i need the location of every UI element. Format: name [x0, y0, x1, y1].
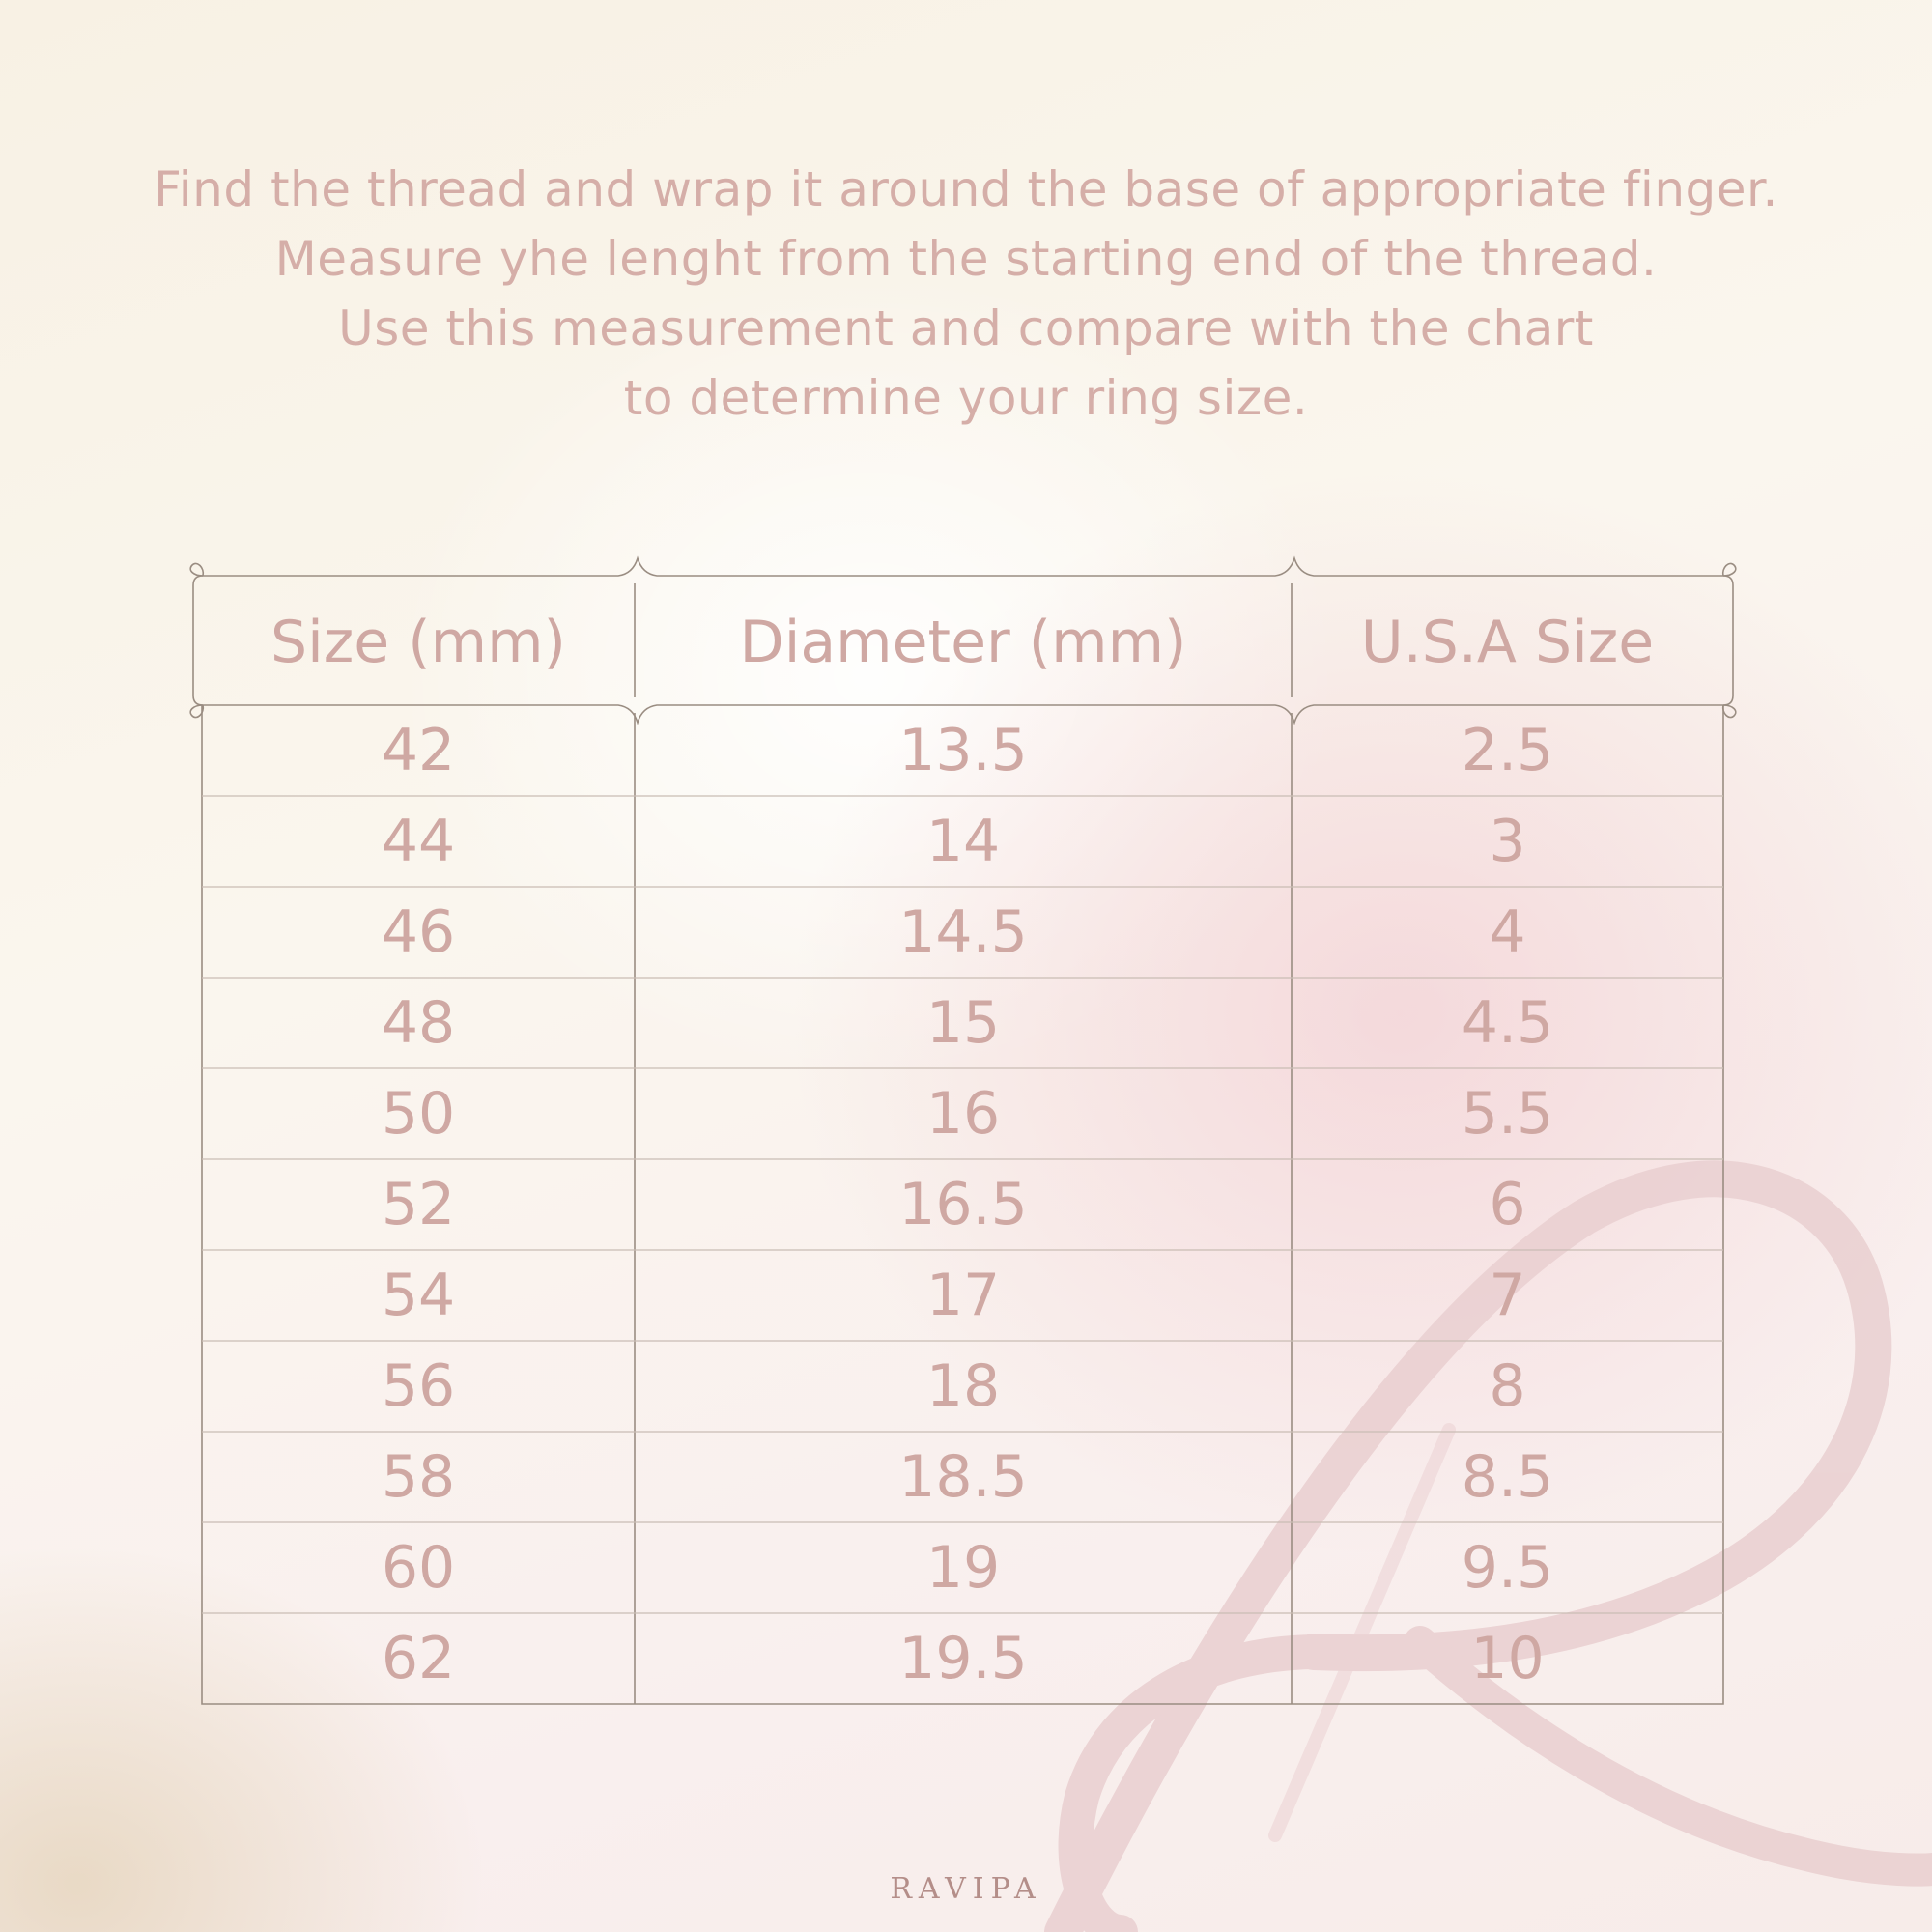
cell-size: 48	[381, 989, 456, 1057]
cell-diameter: 19	[925, 1534, 1001, 1602]
instruction-line-4: to determine your ring size.	[623, 370, 1309, 426]
instruction-line-2: Measure yhe lenght from the starting end of the thread.	[274, 231, 1658, 287]
cell-size: 42	[381, 717, 456, 784]
instruction-line-3: Use this measurement and compare with the chart	[338, 300, 1594, 356]
cell-size: 50	[381, 1080, 456, 1148]
cell-usa-size: 10	[1470, 1625, 1545, 1692]
header-diameter-mm: Diameter (mm)	[739, 609, 1187, 676]
cell-size: 52	[381, 1171, 456, 1238]
cell-diameter: 14.5	[898, 898, 1028, 966]
cell-diameter: 15	[925, 989, 1001, 1057]
cell-usa-size: 6	[1489, 1171, 1526, 1238]
cell-diameter: 18.5	[898, 1443, 1028, 1511]
cell-usa-size: 8.5	[1461, 1443, 1554, 1511]
cell-size: 56	[381, 1352, 456, 1420]
cell-diameter: 14	[925, 808, 1001, 875]
cell-usa-size: 3	[1489, 808, 1526, 875]
cell-usa-size: 4.5	[1461, 989, 1554, 1057]
cell-usa-size: 7	[1489, 1262, 1526, 1329]
cell-size: 54	[381, 1262, 456, 1329]
cell-size: 44	[381, 808, 456, 875]
cell-size: 60	[381, 1534, 456, 1602]
cell-diameter: 16.5	[898, 1171, 1028, 1238]
cell-diameter: 17	[925, 1262, 1001, 1329]
cell-usa-size: 9.5	[1461, 1534, 1554, 1602]
header-usa-size: U.S.A Size	[1360, 609, 1655, 676]
cell-size: 46	[381, 898, 456, 966]
cell-diameter: 19.5	[898, 1625, 1028, 1692]
cell-usa-size: 8	[1489, 1352, 1526, 1420]
cell-diameter: 16	[925, 1080, 1001, 1148]
cell-diameter: 18	[925, 1352, 1001, 1420]
cell-usa-size: 4	[1489, 898, 1526, 966]
brand-logo: RAVIPA	[890, 1872, 1042, 1906]
cell-size: 62	[381, 1625, 456, 1692]
cell-usa-size: 2.5	[1461, 717, 1554, 784]
header-size-mm: Size (mm)	[270, 609, 566, 676]
cell-usa-size: 5.5	[1461, 1080, 1554, 1148]
cell-diameter: 13.5	[898, 717, 1028, 784]
cell-size: 58	[381, 1443, 456, 1511]
instruction-line-1: Find the thread and wrap it around the base of appropriate finger.	[154, 161, 1778, 217]
